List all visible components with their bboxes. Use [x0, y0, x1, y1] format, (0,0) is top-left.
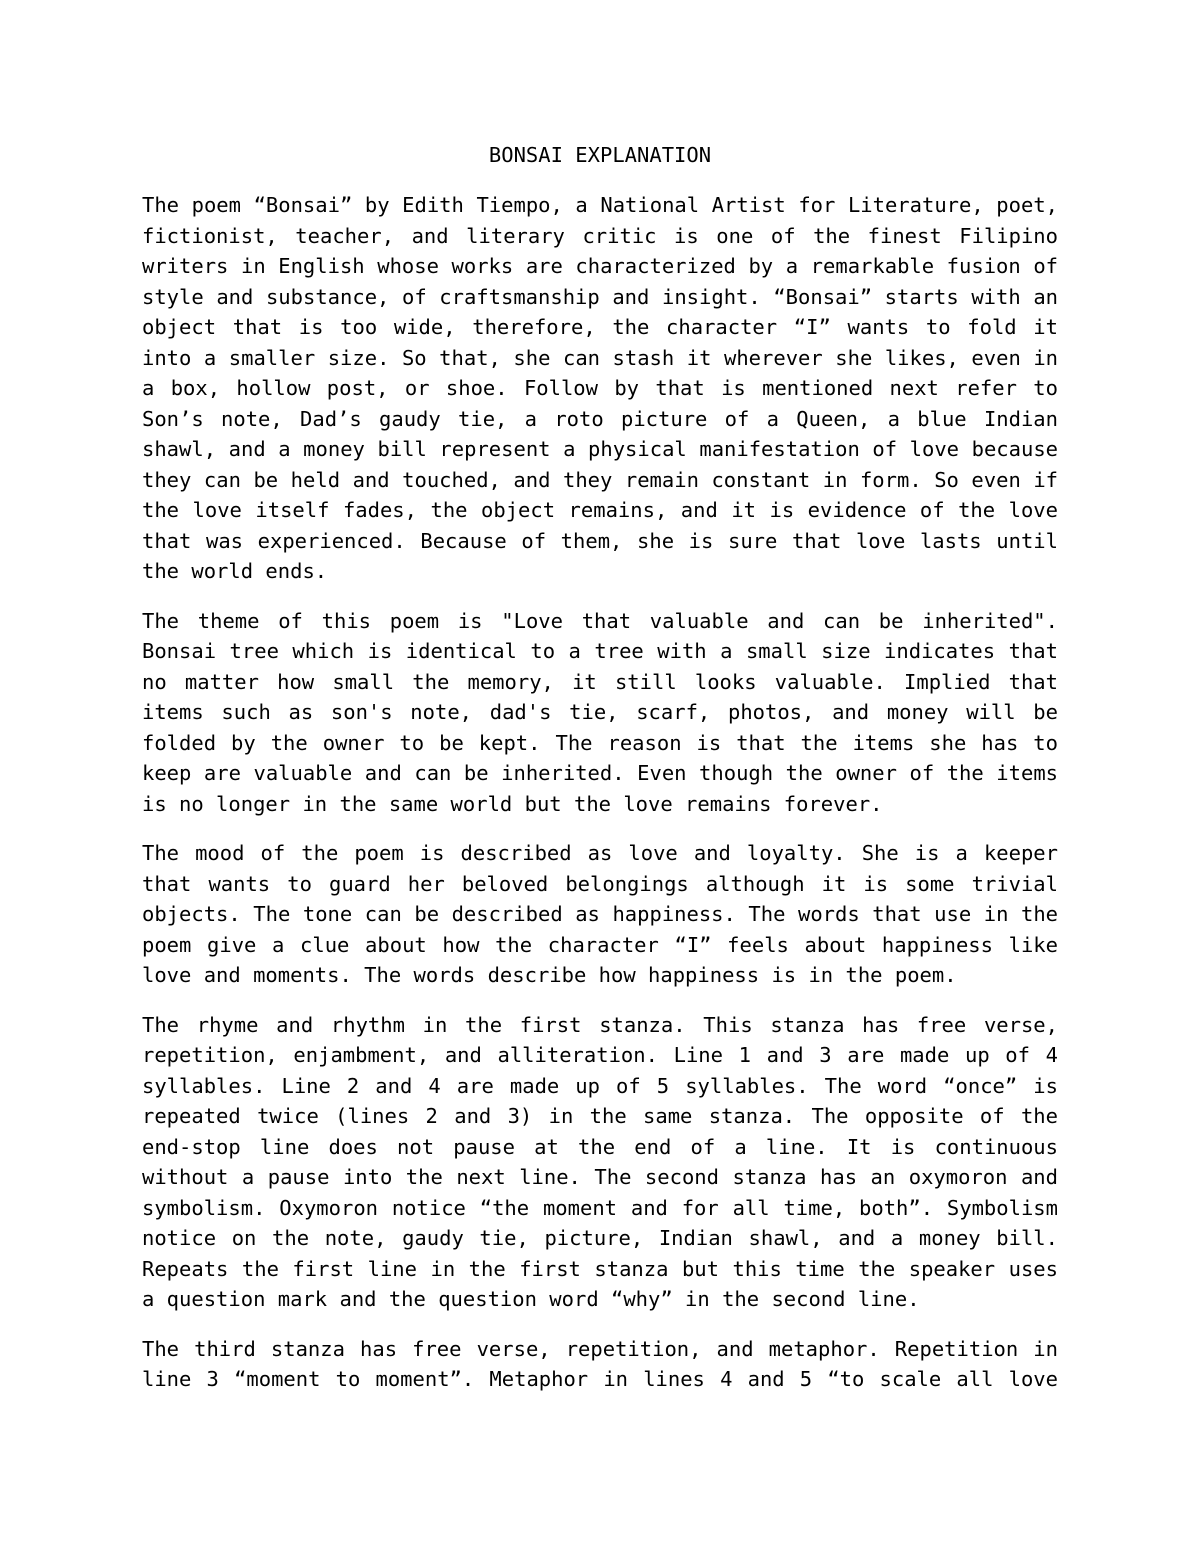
paragraph-introduction: The poem “Bonsai” by Edith Tiempo, a National Artist for Literature, poet, fictionist, teacher, and literary critic is one of the finest Filipino writers in English whose works are characterized by a remarkable fusion of style and substance, of craftsmanship and insight. “Bonsai” starts with an object that is too wide, therefore, the character “I” wants to fold it into a smaller size. So that, she can stash it wherever she likes, even in a box, hollow post, or shoe. Follow by that is mentioned next refer to Son’s note, Dad’s gaudy tie, a roto picture of a Queen, a blue Indian shawl, and a money bill represent a physical manifestation of love because they can be held and touched, and they remain constant in form. So even if the love itself fades, the object remains, and it is evidence of the love that was experienced. Because of them, she is sure that love lasts until the world ends. — [142, 193, 1058, 583]
paragraph-rhyme-rhythm: The rhyme and rhythm in the first stanza. This stanza has free verse, repetition, enjambment, and alliteration. Line 1 and 3 are made up of 4 syllables. Line 2 and 4 are made up of 5 syllables. The word “once” is repeated twice (lines 2 and 3) in the same stanza. The opposite of the end-stop line does not pause at the end of a line. It is continuous without a pause into the next line. The second stanza has an oxymoron and symbolism. Oxymoron notice “the moment and for all time, both”. Symbolism notice on the note, gaudy tie, picture, Indian shawl, and a money bill. Repeats the first line in the first stanza but this time the speaker uses a question mark and the question word “why” in the second line. — [142, 1012, 1058, 1311]
document-page — [142, 140, 1058, 1395]
paragraph-third-stanza: The third stanza has free verse, repetition, and metaphor. Repetition in line 3 “moment to moment”. Metaphor in lines 4 and 5 “to scale all love — [142, 1336, 1058, 1391]
paragraph-mood-tone: The mood of the poem is described as love and loyalty. She is a keeper that wants to guard her beloved belongings although it is some trivial objects. The tone can be described as happiness. The words that use in the poem give a clue about how the character “I” feels about happiness like love and moments. The words describe how happiness is in the poem. — [142, 841, 1058, 987]
document-title: BONSAI EXPLANATION — [488, 143, 712, 167]
paragraph-theme: The theme of this poem is "Love that valuable and can be inherited". Bonsai tree which is identical to a tree with a small size indicates that no matter how small the memory, it still looks valuable. Implied that items such as son's note, dad's tie, scarf, photos, and money will be folded by the owner to be kept. The reason is that the items she has to keep are valuable and can be inherited. Even though the owner of the items is no longer in the same world but the love remains forever. — [142, 608, 1058, 816]
